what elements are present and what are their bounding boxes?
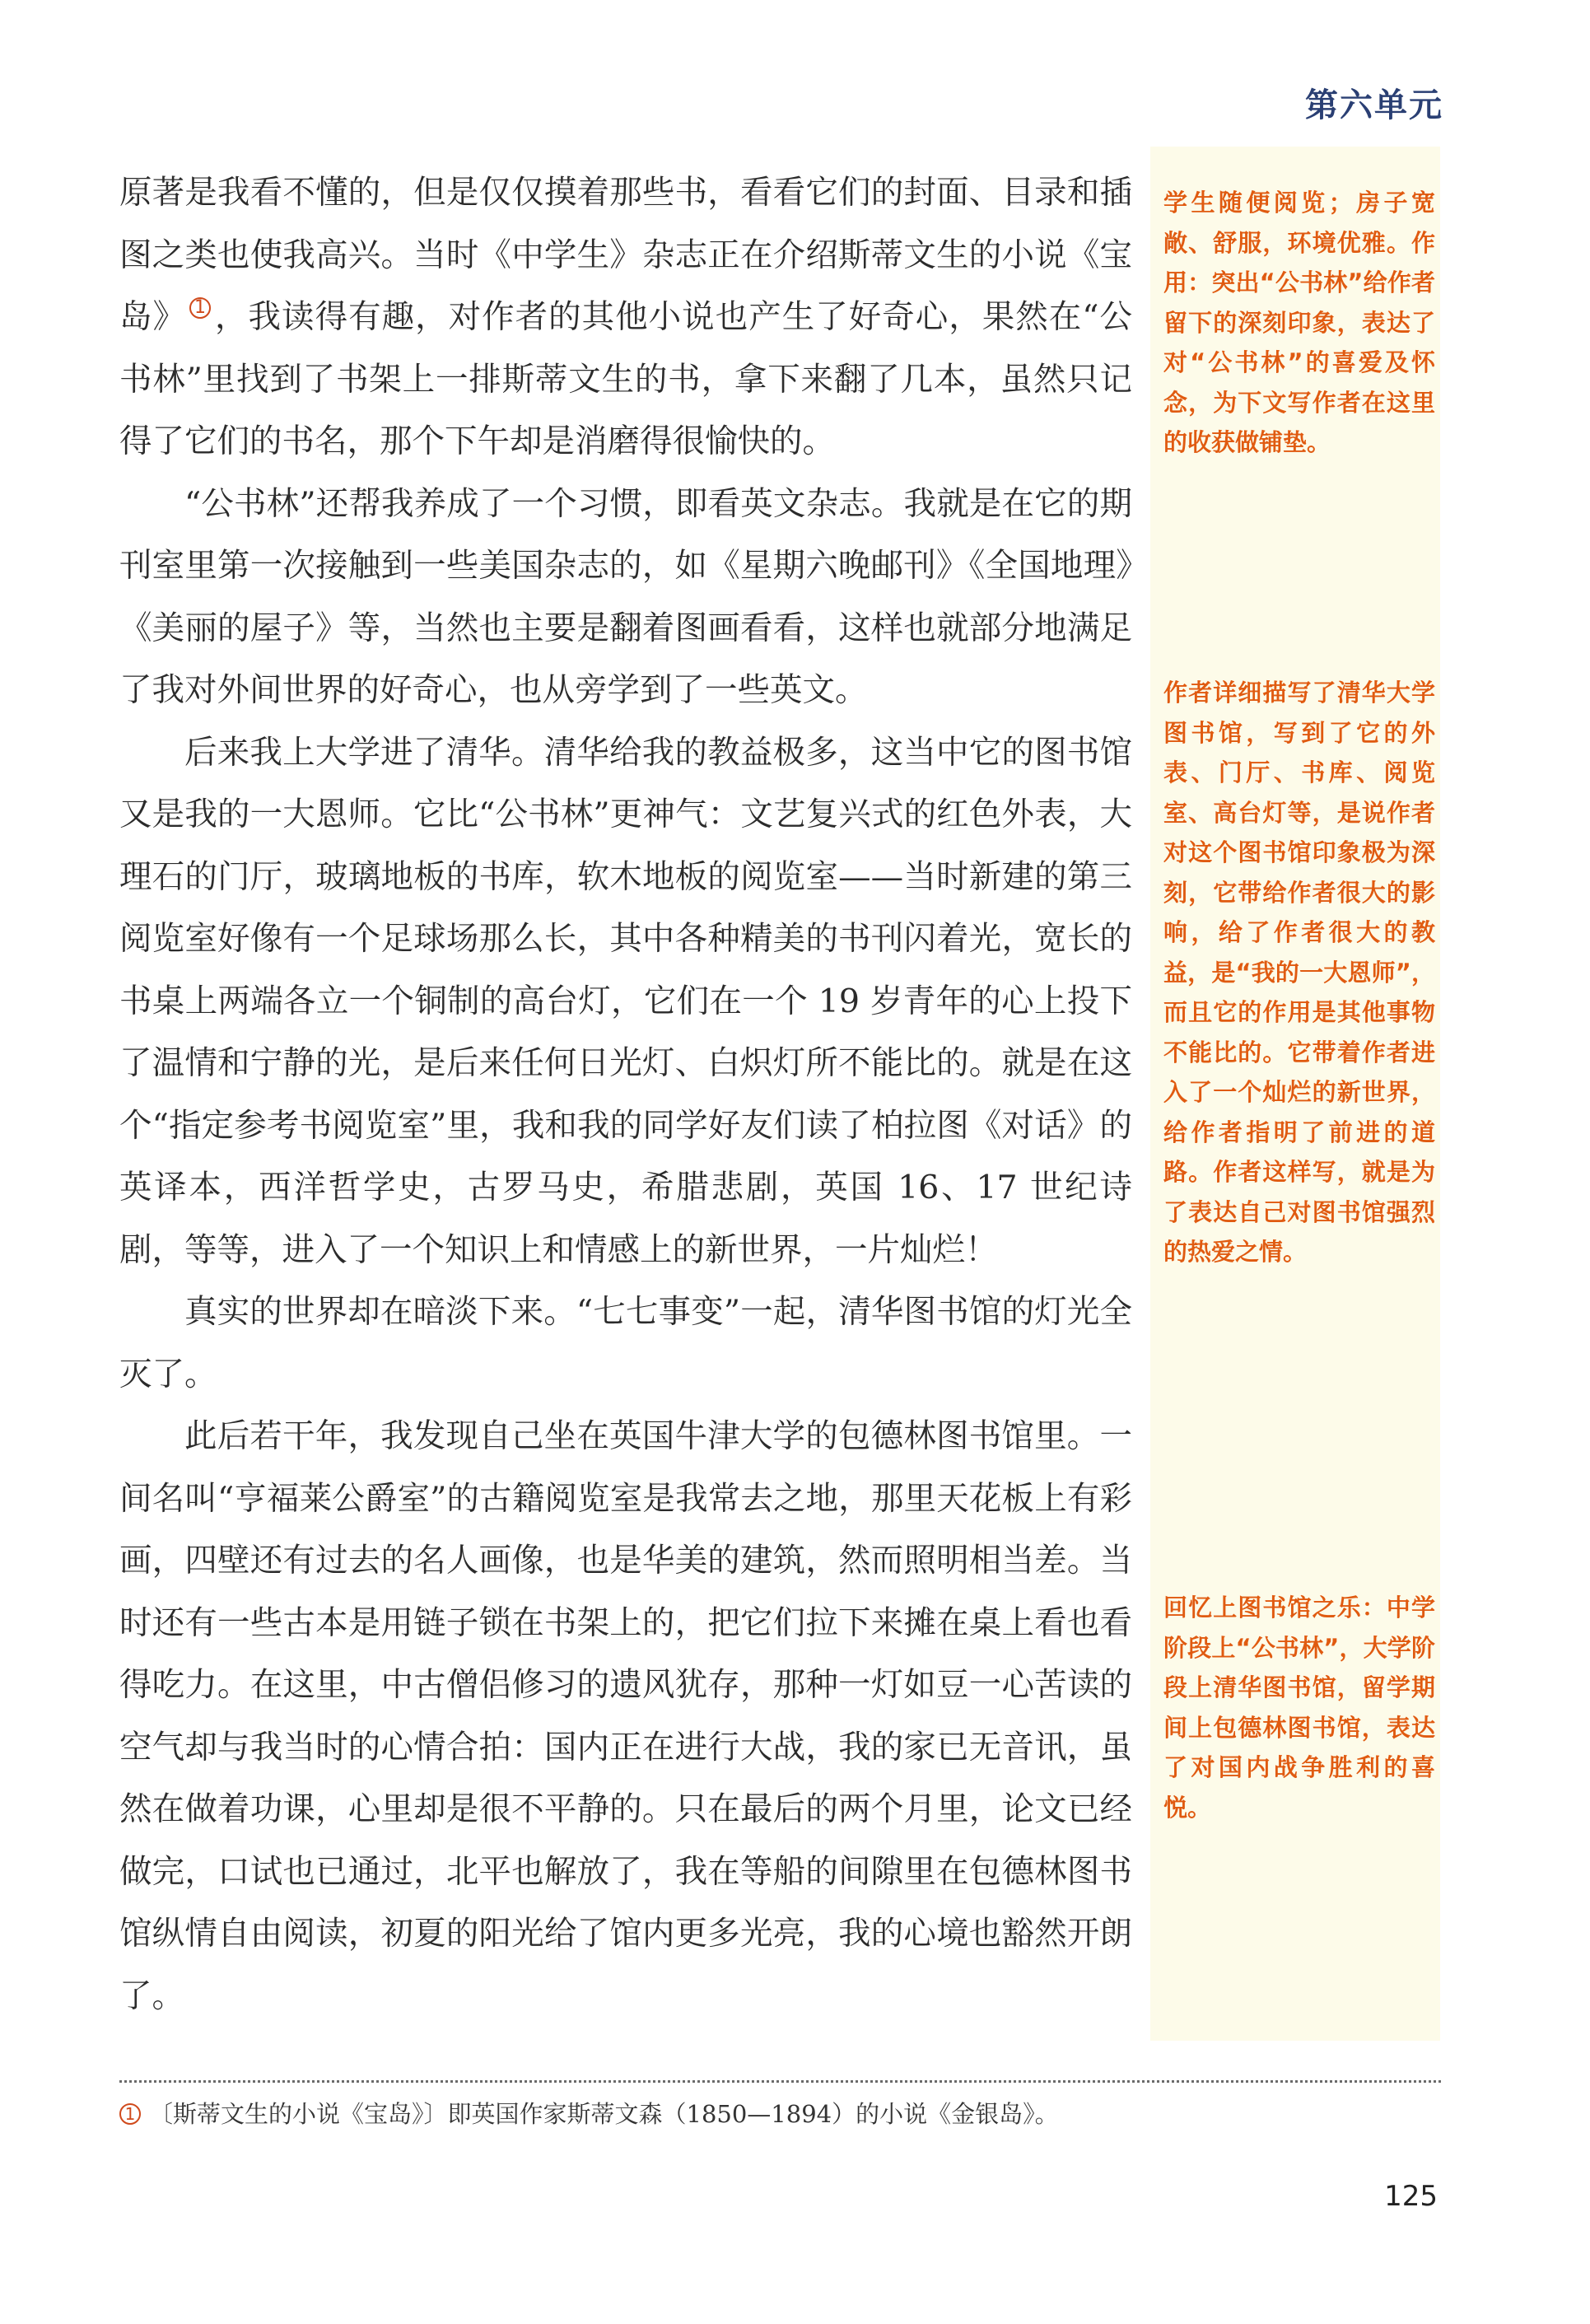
paragraph: 后来我上大学进了清华。清华给我的教益极多，这当中它的图书馆又是我的一大恩师。它比“公书林”更神气：文艺复兴式的红色外表，大理石的门厅，玻璃地板的书库，软木地板的阅览室——当时新建的第三阅览室好像有一个足球场那么长，其中各种精美的书刊闪着光，宽长的书桌上两端各立一个铜制的高台灯，它们在一个 19 岁青年的心上投下了温情和宁静的光，是后来任何日光灯、白炽灯所不能比的。就是在这个“指定参考书阅览室”里，我和我的同学好友们读了柏拉图《对话》的英译本，西洋哲学史，古罗马史，希腊悲剧，英国 16、17 世纪诗剧，等等，进入了一个知识上和情感上的新世界，一片灿烂！ [119, 733, 1132, 1269]
paragraph: “公书林”还帮我养成了一个习惯，即看英文杂志。我就是在它的期刊室里第一次接触到一些美国杂志的，如《星期六晚邮刊》《全国地理》《美丽的屋子》等，当然也主要是翻着图画看看，这样也就部分地满足了我对外间世界的好奇心，也从旁学到了一些英文。 [119, 484, 1132, 709]
footnote-number: 1 [119, 2103, 141, 2125]
page-number: 125 [1384, 2180, 1438, 2213]
footnote-text: 〔斯蒂文生的小说《宝岛》〕即英国作家斯蒂文森（1850—1894）的小说《金银岛》。 [149, 2100, 1059, 2128]
paragraph: 此后若干年，我发现自己坐在英国牛津大学的包德林图书馆里。一间名叫“亨福莱公爵室”的古籍阅览室是我常去之地，那里天花板上有彩画，四壁还有过去的名人画像，也是华美的建筑，然而照明相当差。当时还有一些古本是用链子锁在书架上的，把它们拉下来摊在桌上看也看得吃力。在这里，中古僧侣修习的遗风犹存，那种一灯如豆一心苦读的空气却与我当时的心情合拍：国内正在进行大战，我的家已无音讯，虽然在做着功课，心里却是很不平静的。只在最后的两个月里，论文已经做完，口试也已通过，北平也解放了，我在等船的间隙里在包德林图书馆纵情自由阅读，初夏的阳光给了馆内更多光亮，我的心境也豁然开朗了。 [119, 1417, 1132, 2015]
margin-annotation: 学生随便阅览；房子宽敞、舒服，环境优雅。作用：突出“公书林”给作者留下的深刻印象，表达了对“公书林”的喜爱及怀念，为下文写作者在这里的收获做铺垫。 [1163, 189, 1435, 456]
margin-annotation: 回忆上图书馆之乐：中学阶段上“公书林”，大学阶段上清华图书馆，留学期间上包德林图书馆，表达了对国内战争胜利的喜悦。 [1163, 1594, 1435, 1822]
paragraph-text: ，我读得有趣，对作者的其他小说也产生了好奇心，果然在“公书林”里找到了书架上一排斯蒂文生的书，拿下来翻了几本，虽然只记得了它们的书名，那个下午却是消磨得很愉快的。 [119, 298, 1133, 460]
footnote-divider [119, 2080, 1441, 2083]
paragraph [119, 162, 1132, 474]
paragraph: 真实的世界却在暗淡下来。“七七事变”一起，清华图书馆的灯光全灭了。 [119, 1293, 1132, 1393]
margin-annotation: 作者详细描写了清华大学图书馆，写到了它的外表、门厅、书库、阅览室、高台灯等，是说作者对这个图书馆印象极为深刻，它带给作者很大的影响，给了作者很大的教益，是“我的一大恩师”，而且它的作用是其他事物不能比的。它带着作者进入了一个灿烂的新世界，给作者指明了前进的道路。作者这样写，就是为了表达自己对图书馆强烈的热爱之情。 [1163, 679, 1435, 1266]
footnote [119, 2097, 1059, 2131]
body-text [119, 162, 1132, 2028]
footnote-marker[interactable]: 1 [189, 297, 211, 319]
paragraph-text: 原著是我看不懂的，但是仅仅摸着那些书，看看它们的封面、目录和插图之类也使我高兴。当时《中学生》杂志正在介绍斯蒂文生的小说《宝岛》 [119, 174, 1132, 336]
unit-title: 第六单元 [1305, 86, 1443, 124]
